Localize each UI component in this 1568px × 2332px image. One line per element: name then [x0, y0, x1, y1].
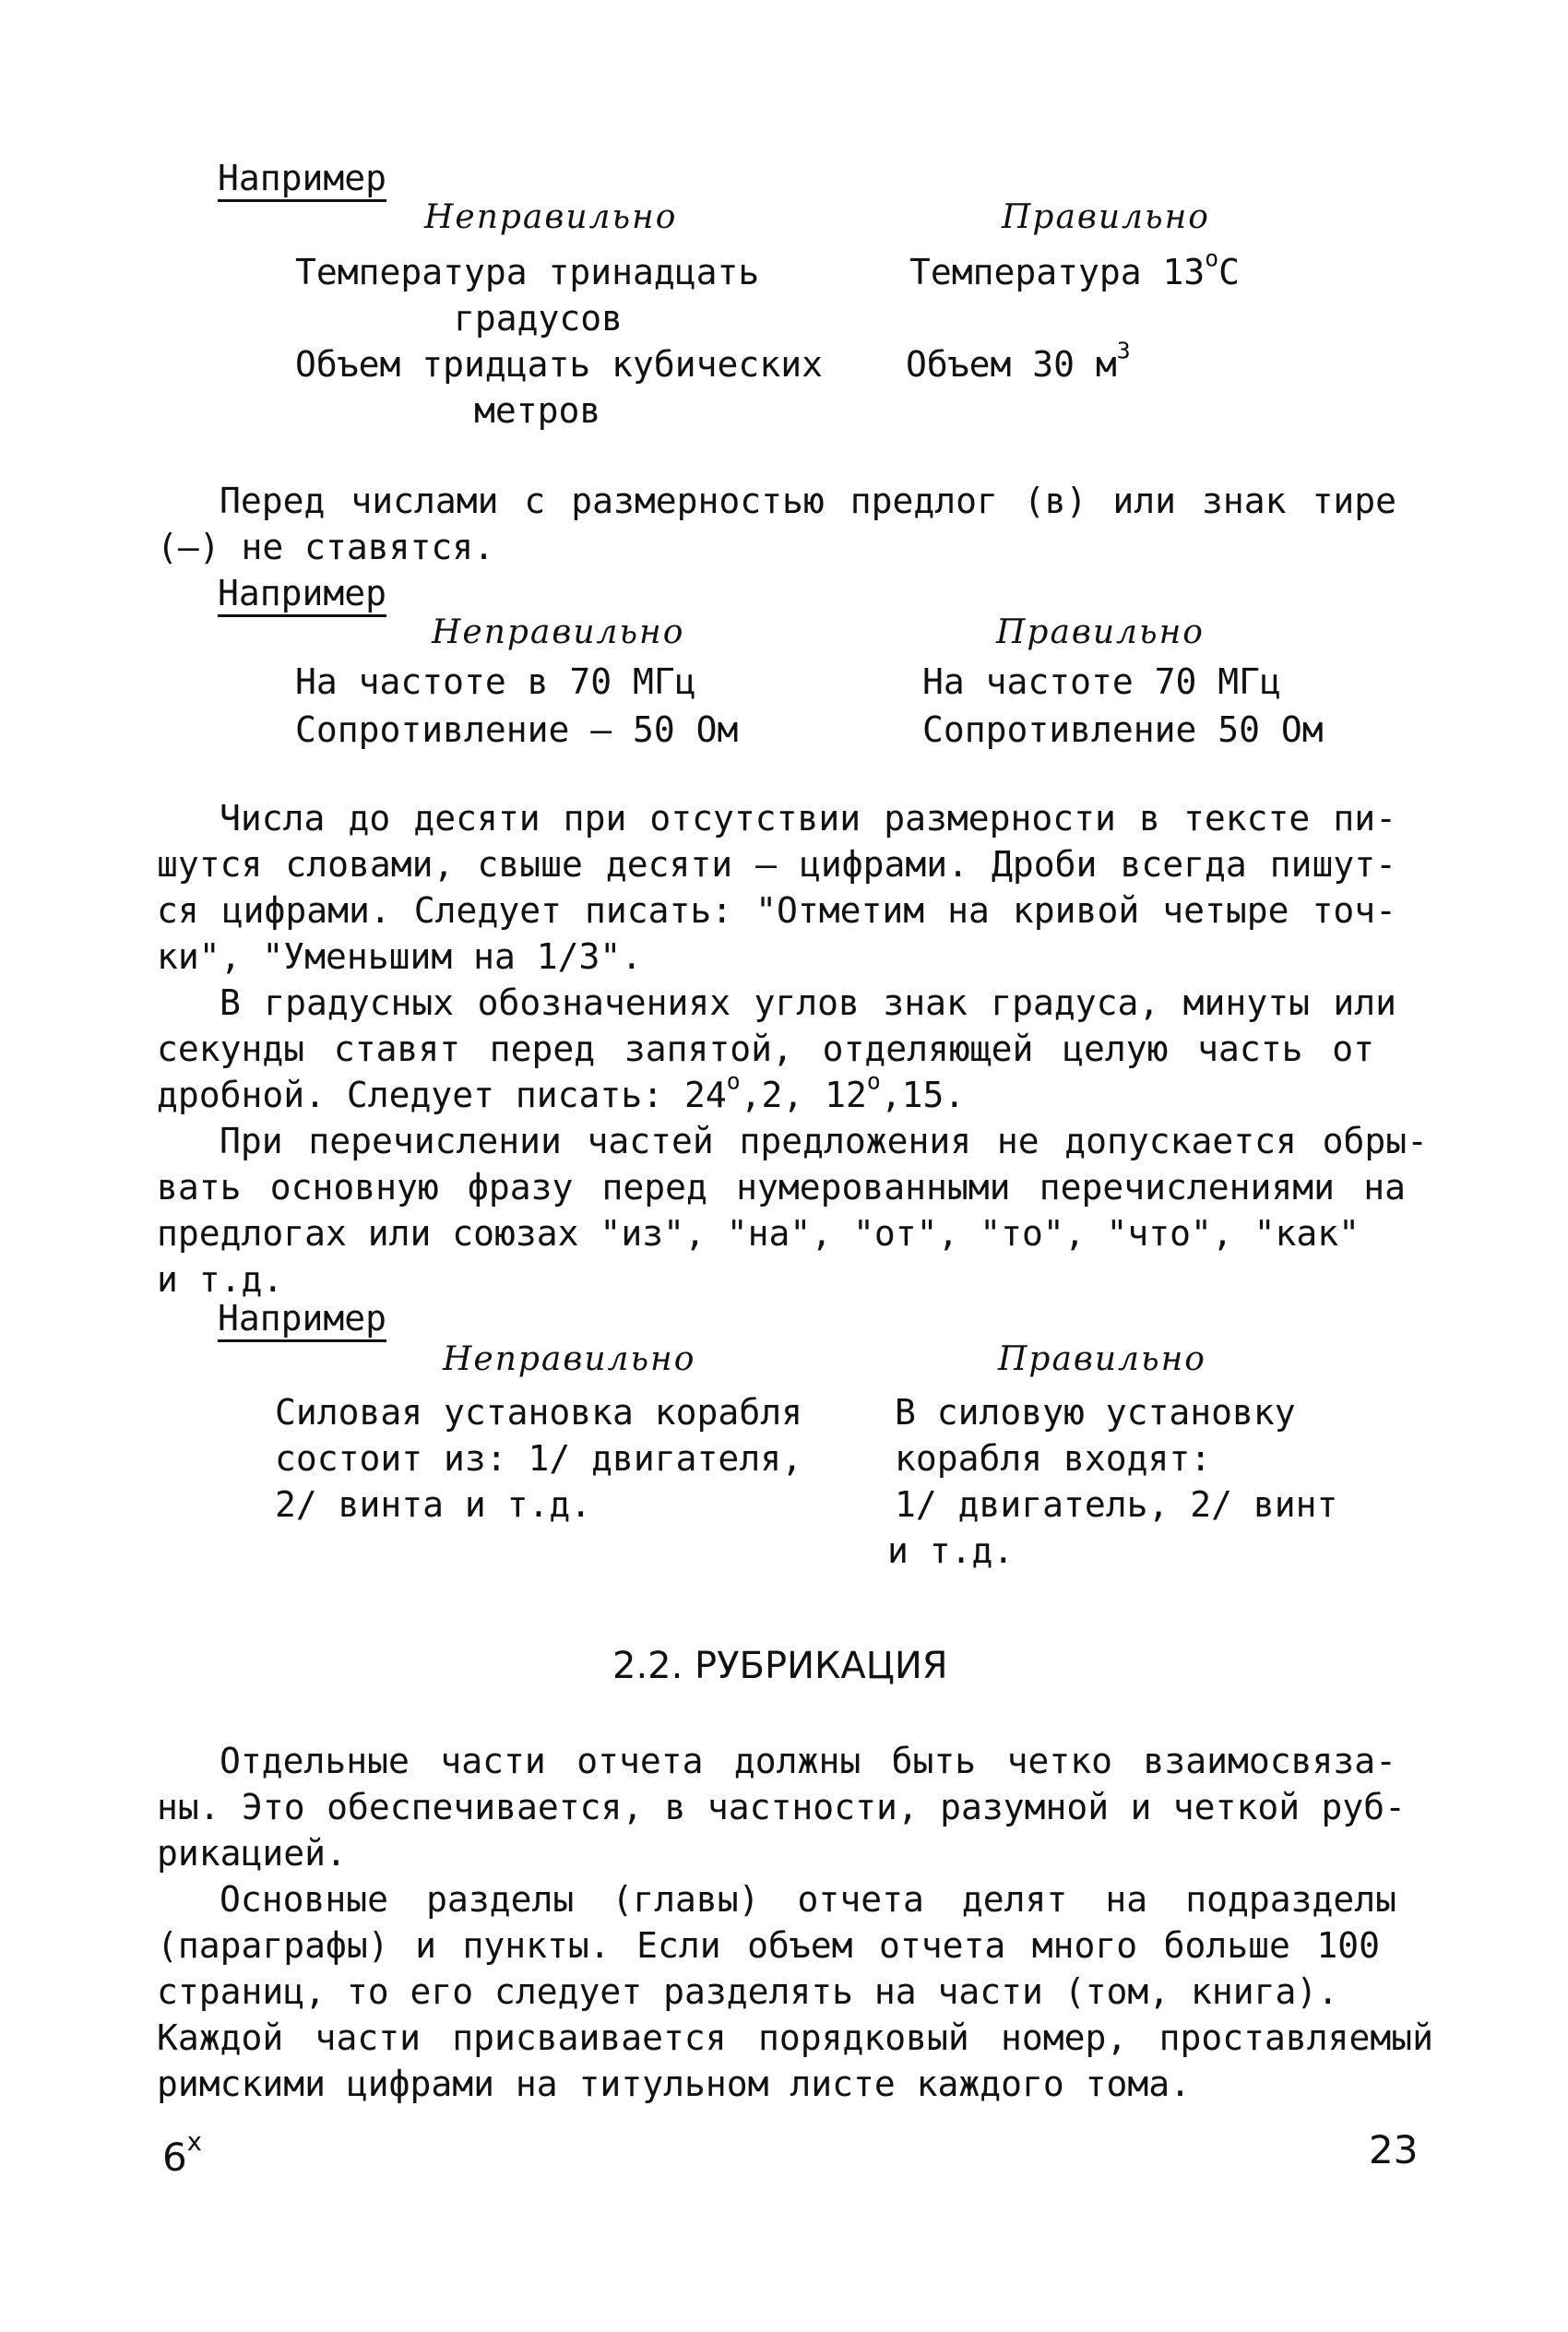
paragraph-line: страниц, то его следует разделять на части (том, книга). — [157, 1971, 1339, 2012]
text-segment: Температура 13 — [909, 252, 1206, 292]
paragraph-line: При перечислении частей предложения не допускается обры- — [220, 1121, 1428, 1161]
paragraph-line: Перед числами с размерностью предлог (в) или знак тире — [220, 481, 1396, 521]
right-example-line: и т.д. — [887, 1530, 1015, 1571]
paragraph-line: шутся словами, свыше десяти – цифрами. Дроби всегда пишут- — [157, 844, 1396, 885]
paragraph-line: секунды ставят перед запятой, отделяющей целую часть от — [157, 1029, 1374, 1069]
paragraph-line: Основные разделы (главы) отчета делят на подразделы — [220, 1879, 1396, 1920]
paragraph-line: Числа до десяти при отсутствии размерности в тексте пи- — [220, 798, 1396, 839]
paragraph-line: рикацией. — [157, 1833, 347, 1874]
paragraph-line: вать основную фразу перед нумерованными перечислениями на — [157, 1167, 1406, 1208]
wrong-example-line: 2/ винта и т.д. — [275, 1484, 592, 1525]
paragraph-line — [157, 1067, 966, 1115]
text-segment: дробной. Следует писать: 24 — [157, 1075, 727, 1115]
text-segment: 6 — [162, 2135, 187, 2180]
right-heading: Правильно — [996, 613, 1205, 651]
paragraph-line: (параграфы) и пункты. Если объем отчета много больше 100 — [157, 1925, 1380, 1966]
example-label: Например — [218, 1298, 387, 1339]
wrong-example-line: На частоте в 70 МГц — [295, 661, 696, 702]
paragraph-line: ны. Это обеспечивается, в частности, разумной и четкой руб- — [157, 1787, 1406, 1827]
paragraph-line: Каждой части присваивается порядковый номер, проставляемый — [157, 2017, 1433, 2058]
wrong-example-line: Температура тринадцать — [295, 252, 760, 292]
paragraph-line: В градусных обозначениях углов знак градуса, минуты или — [220, 982, 1396, 1023]
right-example-line: 1/ двигатель, 2/ винт — [895, 1484, 1338, 1525]
paragraph-line: и т.д. — [157, 1259, 284, 1300]
degree-mark: о — [726, 1067, 741, 1095]
right-example-line: На частоте 70 МГц — [922, 661, 1281, 702]
example-label: Например — [218, 158, 387, 198]
right-heading: Правильно — [1002, 198, 1210, 236]
wrong-example-line: Объем тридцать кубических — [295, 344, 823, 385]
right-example-line — [909, 244, 1241, 292]
paragraph-line: предлогах или союзах "из", "на", "от", "то", "что", "как" — [157, 1213, 1360, 1254]
paragraph-line: римскими цифрами на титульном листе каждого тома. — [157, 2064, 1192, 2104]
text-segment: ,2, 12 — [740, 1075, 867, 1115]
right-example-line: корабля входят: — [895, 1438, 1212, 1479]
page-number: 23 — [1369, 2127, 1419, 2172]
degree-mark: о — [1205, 244, 1219, 272]
superscript: х — [186, 2128, 202, 2158]
text-segment: Объем 30 м — [906, 344, 1117, 385]
paragraph-line: ки", "Уменьшим на 1/3". — [157, 936, 643, 977]
paragraph-line: ся цифрами. Следует писать: "Отметим на кривой четыре точ- — [157, 890, 1396, 931]
wrong-example-line: градусов — [454, 298, 624, 339]
right-example-line: Сопротивление 50 Ом — [922, 709, 1324, 750]
wrong-example-line: состоит из: 1/ двигателя, — [275, 1438, 802, 1479]
wrong-heading: Неправильно — [443, 1340, 696, 1378]
superscript: 3 — [1116, 337, 1131, 364]
section-heading: 2.2. РУБРИКАЦИЯ — [612, 1645, 948, 1687]
paragraph-line: Отдельные части отчета должны быть четко взаимосвяза- — [220, 1741, 1396, 1781]
text-segment: ,15. — [880, 1075, 966, 1115]
wrong-example-line: Силовая установка корабля — [275, 1392, 802, 1433]
wrong-heading: Неправильно — [424, 198, 678, 236]
paragraph-line: (–) не ставятся. — [157, 527, 495, 567]
text-segment: С — [1218, 252, 1241, 292]
right-example-line — [906, 337, 1131, 385]
wrong-heading: Неправильно — [432, 613, 685, 651]
wrong-example-line: метров — [474, 390, 601, 431]
degree-mark: о — [866, 1067, 881, 1095]
wrong-example-line: Сопротивление – 50 Ом — [295, 709, 739, 750]
example-label: Например — [218, 573, 387, 613]
right-example-line: В силовую установку — [895, 1392, 1296, 1433]
signature-mark — [162, 2128, 202, 2180]
right-heading: Правильно — [998, 1340, 1206, 1378]
